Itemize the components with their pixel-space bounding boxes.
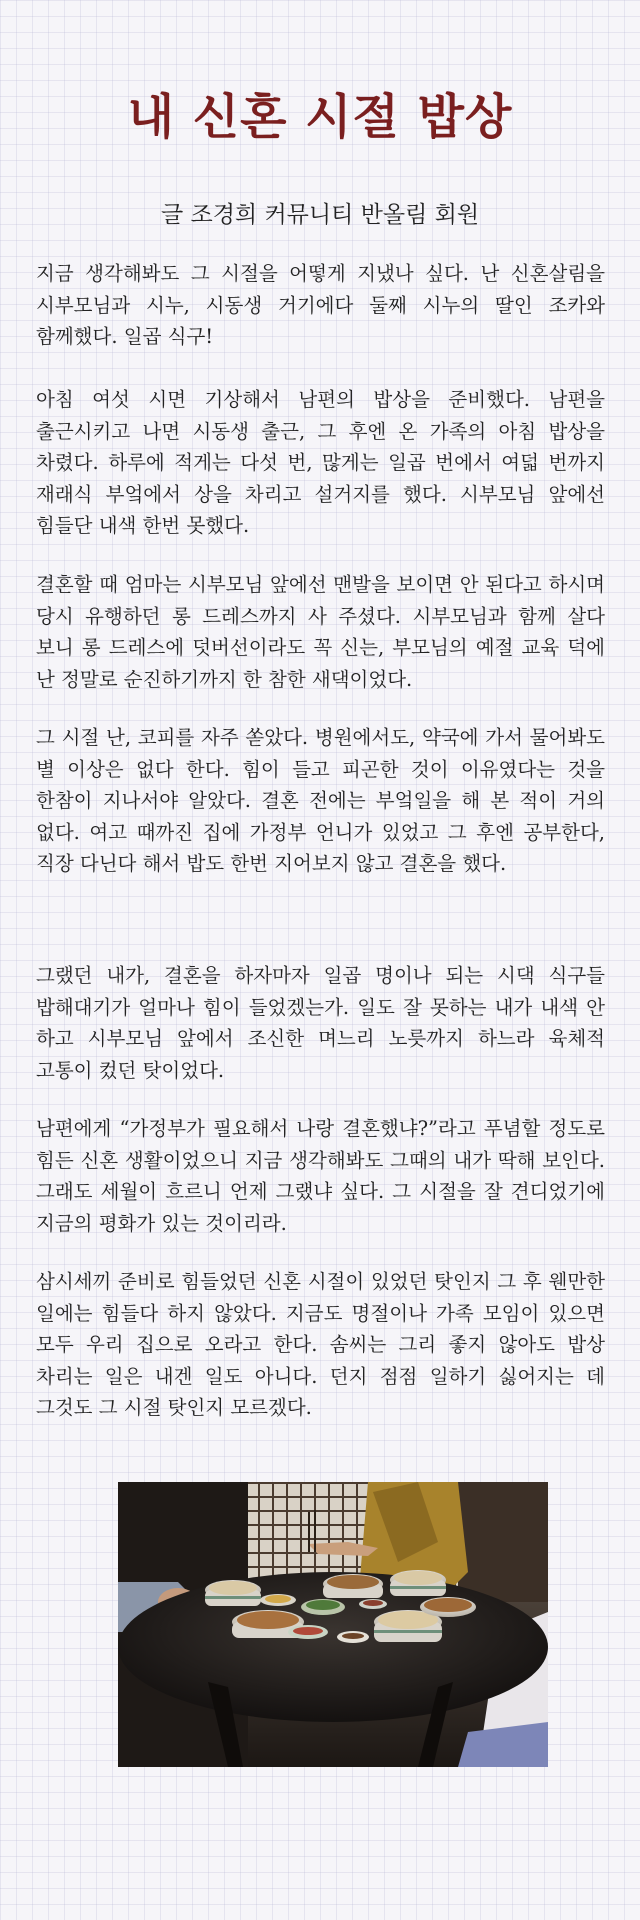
- meal-table-photo: [118, 1482, 548, 1767]
- article-byline: 글 조경희 커뮤니티 반올림 회원: [160, 202, 480, 228]
- paragraph-2: 아침 여섯 시면 기상해서 남편의 밥상을 준비했다. 남편을 출근시키고 나면 시동생 출근, 그 후엔 온 가족의 아침 밥상을 차렸다. 하루에 적게는 다섯 번, 많게는 일곱 번에서 여덟 번까지 재래식 부엌에서 상을 차리고 설거지를 했다. 시부모님 앞에선 힘들단 내색 한번 못했다.: [36, 388, 605, 537]
- paragraph-3: 결혼할 때 엄마는 시부모님 앞에선 맨발을 보이면 안 된다고 하시며 당시 유행하던 롱 드레스까지 사 주셨다. 시부모님과 함께 살다 보니 롱 드레스에 덧버선이라도 꼭 신는, 부모님의 예절 교육 덕에 난 정말로 순진하기까지 한 참한 새댁이었다.: [36, 573, 605, 691]
- paragraph-7: 삼시세끼 준비로 힘들었던 신혼 시절이 있었던 탓인지 그 후 웬만한 일에는 힘들다 하지 않았다. 지금도 명절이나 가족 모임이 있으면 모두 우리 집으로 오라고 한다. 솜씨는 그리 좋지 않아도 밥상 차리는 일은 내겐 일도 아니다. 던지 점점 일하기 싫어지는 데 그것도 그 시절 탓인지 모르겠다.: [36, 1270, 605, 1419]
- paragraph-6: 남편에게 “가정부가 필요해서 나랑 결혼했냐?”라고 푸념할 정도로 힘든 신혼 생활이었으니 지금 생각해봐도 그때의 내가 딱해 보인다. 그래도 세월이 흐르니 언제 그랬냐 싶다. 그 시절을 잘 견디었기에 지금의 평화가 있는 것이리라.: [36, 1117, 605, 1235]
- paragraph-1: 지금 생각해봐도 그 시절을 어떻게 지냈나 싶다. 난 신혼살림을 시부모님과 시누, 시동생 거기에다 둘째 시누의 딸인 조카와 함께했다. 일곱 식구!: [36, 262, 605, 348]
- paragraph-4: 그 시절 난, 코피를 자주 쏟았다. 병원에서도, 약국에 가서 물어봐도 별 이상은 없다 한다. 힘이 들고 피곤한 것이 이유였다는 것을 한참이 지나서야 알았다. 결혼 전에는 부엌일을 해 본 적이 거의 없다. 여고 때까진 집에 가정부 언니가 있었고 그 후엔 공부한다, 직장 다닌다 해서 밥도 한번 지어보지 않고 결혼을 했다.: [36, 726, 605, 875]
- paragraph-5: 그랬던 내가, 결혼을 하자마자 일곱 명이나 되는 시댁 식구들 밥해대기가 얼마나 힘이 들었겠는가. 일도 잘 못하는 내가 내색 안 하고 시부모님 앞에서 조신한 며느리 노릇까지 하느라 육체적 고통이 컸던 탓이었다.: [36, 964, 605, 1082]
- article-title: 내 신혼 시절 밥상: [127, 89, 513, 145]
